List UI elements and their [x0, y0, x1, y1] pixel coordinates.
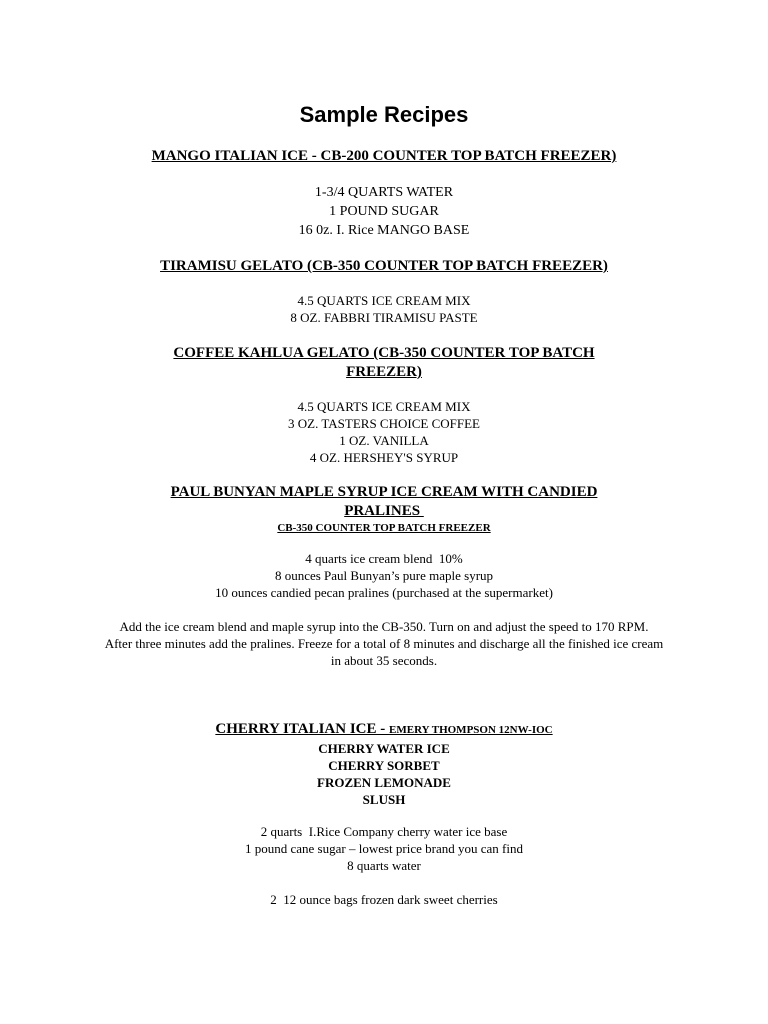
ingredient-line: 1 OZ. VANILLA: [339, 433, 429, 448]
recipe-heading: TIRAMISU GELATO (CB-350 COUNTER TOP BATCH FREEZER): [160, 258, 608, 274]
ingredient-line: 3 OZ. TASTERS CHOICE COFFEE: [288, 416, 480, 431]
recipe-heading-small: EMERY THOMPSON 12NW-IOC: [389, 724, 553, 736]
ingredient-line: 1 pound cane sugar – lowest price brand you can find: [245, 841, 523, 856]
ingredient-line: 2 12 ounce bags frozen dark sweet cherries: [270, 892, 498, 907]
ingredient-line: 4 OZ. HERSHEY'S SYRUP: [309, 450, 459, 465]
instruction-line: After three minutes add the pralines. Freeze for a total of 8 minutes and discharge all the finished ice cream: [104, 636, 664, 651]
ingredient-line: 1 POUND SUGAR: [329, 204, 439, 219]
recipe-heading: COFFEE KAHLUA GELATO (CB-350 COUNTER TOP BATCH: [173, 345, 595, 361]
recipe-variant: CHERRY SORBET: [328, 758, 440, 773]
ingredient-line: 4.5 QUARTS ICE CREAM MIX: [297, 293, 471, 308]
recipe-cherry: [0, 720, 768, 808]
recipe-tiramisu: [0, 257, 768, 276]
ingredient-line: 10 ounces candied pecan pralines (purchased at the supermarket): [215, 585, 553, 600]
recipe-tiramisu-ingredients: [0, 292, 768, 326]
recipe-heading: PAUL BUNYAN MAPLE SYRUP ICE CREAM WITH CANDIED: [170, 484, 598, 500]
recipe-cherry-ingredients: [0, 823, 768, 874]
recipe-coffee-ingredients: [0, 398, 768, 466]
recipe-mango: [0, 147, 768, 166]
ingredient-line: 8 quarts water: [347, 858, 421, 873]
recipe-variant: CHERRY WATER ICE: [318, 741, 450, 756]
recipe-coffee-kahlua: [0, 344, 768, 382]
ingredient-line: 8 OZ. FABBRI TIRAMISU PASTE: [290, 310, 478, 325]
recipe-heading-continued: PRALINES: [344, 503, 424, 519]
recipe-paul-bunyan: [0, 483, 768, 535]
recipe-heading-main: CHERRY ITALIAN ICE -: [215, 721, 390, 737]
recipe-heading: MANGO ITALIAN ICE - CB-200 COUNTER TOP BATCH FREEZER): [151, 148, 617, 164]
instruction-line: in about 35 seconds.: [330, 653, 438, 668]
recipe-paul-bunyan-ingredients: [0, 550, 768, 601]
ingredient-line: 1-3/4 QUARTS WATER: [314, 185, 454, 200]
recipe-variant: FROZEN LEMONADE: [317, 775, 451, 790]
recipe-mango-ingredients: [0, 183, 768, 240]
recipe-subheading: CB-350 COUNTER TOP BATCH FREEZER: [277, 522, 491, 534]
recipe-heading: [0, 720, 768, 740]
recipe-paul-bunyan-instructions: [0, 618, 768, 669]
ingredient-line: 16 0z. I. Rice MANGO BASE: [298, 223, 470, 238]
instruction-line: Add the ice cream blend and maple syrup into the CB-350. Turn on and adjust the speed to 170 RPM.: [119, 619, 649, 634]
recipe-cherry-extra: [0, 891, 768, 908]
ingredient-line: 4 quarts ice cream blend 10%: [305, 551, 463, 566]
page-title: Sample Recipes: [299, 102, 469, 127]
recipe-variant: SLUSH: [362, 792, 406, 807]
ingredient-line: 4.5 QUARTS ICE CREAM MIX: [297, 399, 471, 414]
ingredient-line: 2 quarts I.Rice Company cherry water ice base: [260, 824, 508, 839]
recipe-heading-continued: FREEZER): [346, 364, 422, 380]
ingredient-line: 8 ounces Paul Bunyan’s pure maple syrup: [274, 568, 494, 583]
